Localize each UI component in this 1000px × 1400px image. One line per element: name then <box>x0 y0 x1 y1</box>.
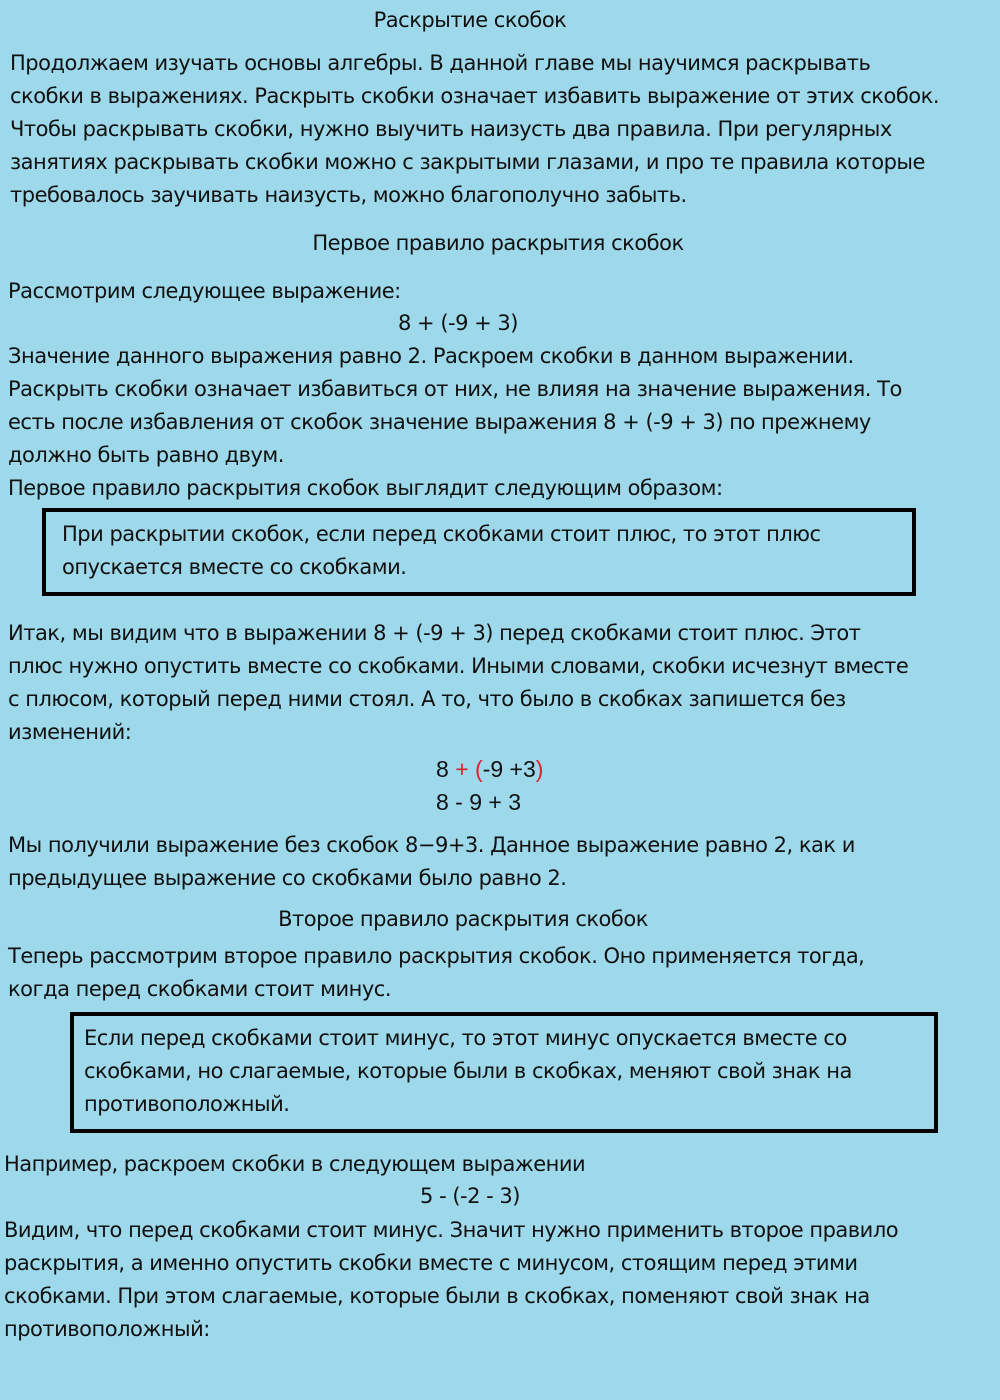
rule1-line: опускается вместе со скобками. <box>62 555 407 579</box>
highlighted-close-paren: ) <box>535 756 544 782</box>
paragraph-line: должно быть равно двум. <box>8 443 284 467</box>
conclusion-line: предыдущее выражение со скобками было равно 2. <box>8 866 567 890</box>
rule2-line: противоположный. <box>84 1092 290 1116</box>
rule2-line: Если перед скобками стоит минус, то этот минус опускается вместе со <box>84 1026 847 1050</box>
explanation-line: скобками. При этом слагаемые, которые были в скобках, поменяют свой знак на <box>4 1284 870 1308</box>
highlighted-open-paren: ( <box>475 756 483 782</box>
rule2-box <box>70 1012 938 1133</box>
explanation-line: изменений: <box>8 720 132 744</box>
section2-expression: 5 - (-2 - 3) <box>420 1184 520 1208</box>
worked-expression-result: 8 - 9 + 3 <box>436 789 522 815</box>
section2-example-lead: Например, раскроем скобки в следующем выражении <box>4 1152 586 1176</box>
explanation-line: с плюсом, который перед ними стоял. А то, что было в скобках запишется без <box>8 687 846 711</box>
explanation-line: Видим, что перед скобками стоит минус. Значит нужно применить второе правило <box>4 1218 899 1242</box>
intro-line: занятиях раскрывать скобки можно с закрытыми глазами, и про те правила которые <box>10 150 925 174</box>
explanation-line: противоположный: <box>4 1317 210 1341</box>
paragraph-line: Значение данного выражения равно 2. Раскроем скобки в данном выражении. <box>8 344 854 368</box>
inner-terms: -9 +3 <box>482 756 536 782</box>
highlighted-plus: + <box>455 756 469 782</box>
intro-line: требовалось заучивать наизусть, можно благополучно забыть. <box>10 183 687 207</box>
lead-line: Теперь рассмотрим второе правило раскрытия скобок. Оно применяется тогда, <box>8 944 865 968</box>
lead-line: когда перед скобками стоит минус. <box>8 977 392 1001</box>
rule2-line: скобками, но слагаемые, которые были в скобках, меняют свой знак на <box>84 1059 852 1083</box>
paragraph-line: есть после избавления от скобок значение выражения 8 + (-9 + 3) по прежнему <box>8 410 871 434</box>
section1-heading: Первое правило раскрытия скобок <box>312 231 684 255</box>
worked-expression-original <box>436 753 543 786</box>
paragraph-line: Первое правило раскрытия скобок выглядит следующим образом: <box>8 476 723 500</box>
intro-line: Продолжаем изучать основы алгебры. В данной главе мы научимся раскрывать <box>10 51 871 75</box>
explanation-line: плюс нужно опустить вместе со скобками. Иными словами, скобки исчезнут вместе <box>8 654 909 678</box>
explanation-line: раскрытия, а именно опустить скобки вместе с минусом, стоящим перед этими <box>4 1251 858 1275</box>
intro-line: Чтобы раскрывать скобки, нужно выучить наизусть два правила. При регулярных <box>10 117 892 141</box>
term-8: 8 <box>436 756 449 782</box>
section1-expression: 8 + (-9 + 3) <box>398 311 518 335</box>
section2-heading: Второе правило раскрытия скобок <box>278 907 648 931</box>
rule1-line: При раскрытии скобок, если перед скобками стоит плюс, то этот плюс <box>62 522 821 546</box>
paragraph-line: Раскрыть скобки означает избавиться от них, не влияя на значение выражения. То <box>8 377 902 401</box>
explanation-line: Итак, мы видим что в выражении 8 + (-9 + 3) перед скобками стоит плюс. Этот <box>8 621 861 645</box>
conclusion-line: Мы получили выражение без скобок 8−9+3. Данное выражение равно 2, как и <box>8 833 855 857</box>
section1-lead: Рассмотрим следующее выражение: <box>8 279 401 303</box>
rule1-box <box>42 508 916 596</box>
intro-line: скобки в выражениях. Раскрыть скобки означает избавить выражение от этих скобок. <box>10 84 939 108</box>
page-title: Раскрытие скобок <box>373 8 567 32</box>
